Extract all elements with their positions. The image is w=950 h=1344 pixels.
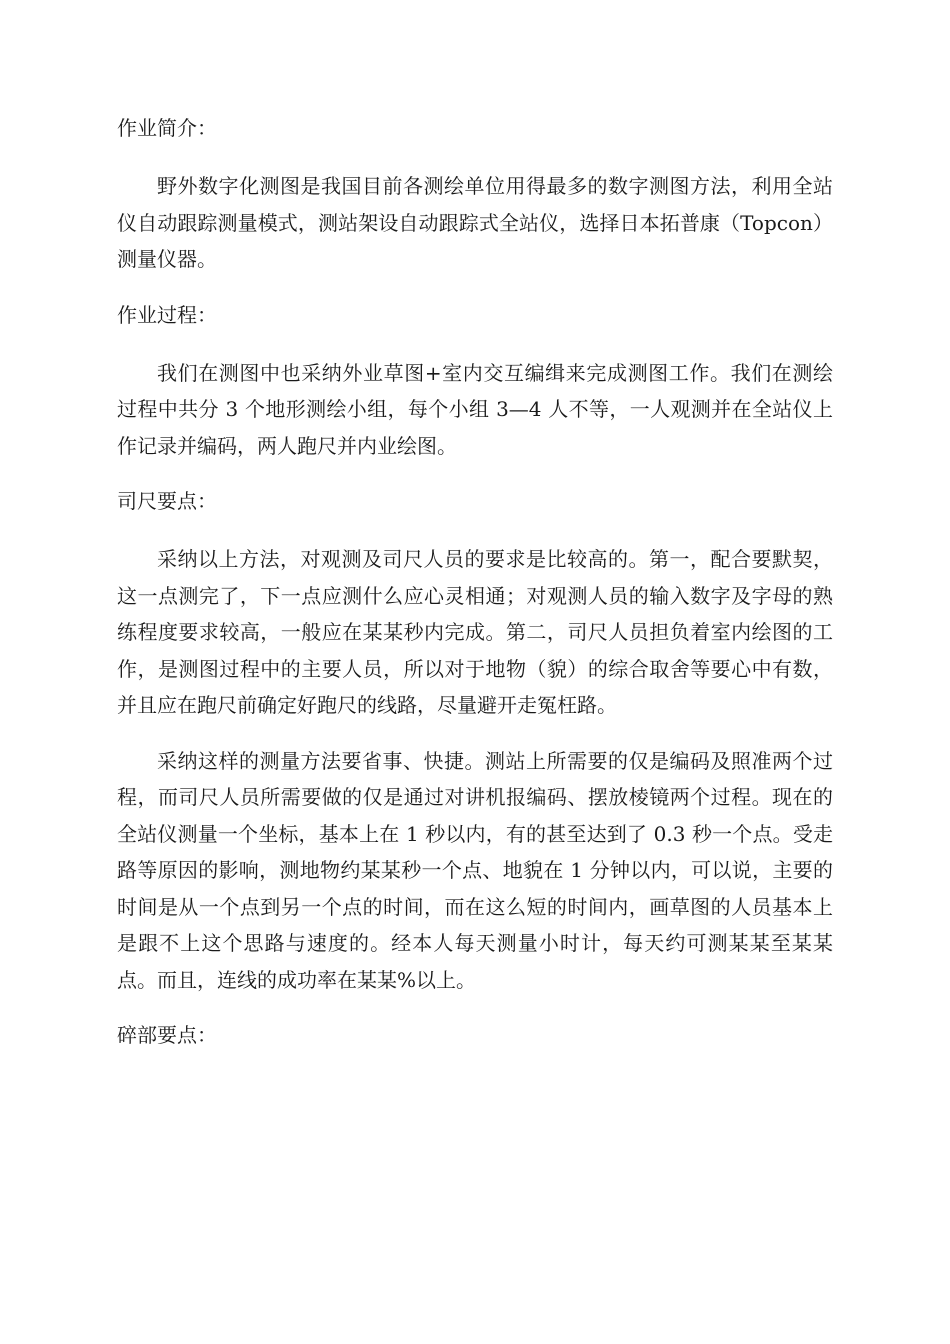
paragraph-rod-points-1: 采纳以上方法，对观测及司尺人员的要求是比较高的。第一，配合要默契，这一点测完了，下一点应测什么应心灵相通；对观测人员的输入数字及字母的熟练程度要求较高，一般应在某某秒内完成。第二，司尺人员担负着室内绘图的工作，是测图过程中的主要人员，所以对于地物（貌）的综合取舍等要心中有数，并且应在跑尺前确定好跑尺的线路，尽量避开走冤枉路。 (117, 547, 833, 717)
section-heading-intro: 作业简介： (117, 116, 217, 140)
paragraph-intro: 野外数字化测图是我国目前各测绘单位用得最多的数字测图方法，利用全站仪自动跟踪测量模式，测站架设自动跟踪式全站仪，选择日本拓普康（Topcon）测量仪器。 (117, 174, 833, 271)
document-page (117, 110, 833, 1053)
section-heading-process: 作业过程： (117, 302, 217, 327)
paragraph-process: 我们在测图中也采纳外业草图+室内交互编缉来完成测图工作。我们在测绘过程中共分 3 个地形测绘小组，每个小组 3—4 人不等，一人观测并在全站仪上作记录并编码，两人跑尺并内业绘图。 (117, 360, 833, 458)
paragraph-rod-points-2: 采纳这样的测量方法要省事、快捷。测站上所需要的仅是编码及照准两个过程，而司尺人员所需要做的仅是通过对讲机报编码、摆放棱镜两个过程。现在的全站仪测量一个坐标，基本上在 1 秒以内，有的甚至达到了 0.3 秒一个点。受走路等原因的影响，测地物约某某秒一个点、地貌在 1 分钟以内，可以说，主要的时间是从一个点到另一个点的时间，而在这么短的时间内，画草图的人员基本上是跟不上这个思路与速度的。经本人每天测量小时计，每天约可测某某至某某点。而且，连线的成功率在某某%以上。 (117, 748, 833, 992)
section-heading-rod-points: 司尺要点： (117, 489, 217, 513)
section-heading-detail-points: 碎部要点： (117, 1023, 217, 1047)
